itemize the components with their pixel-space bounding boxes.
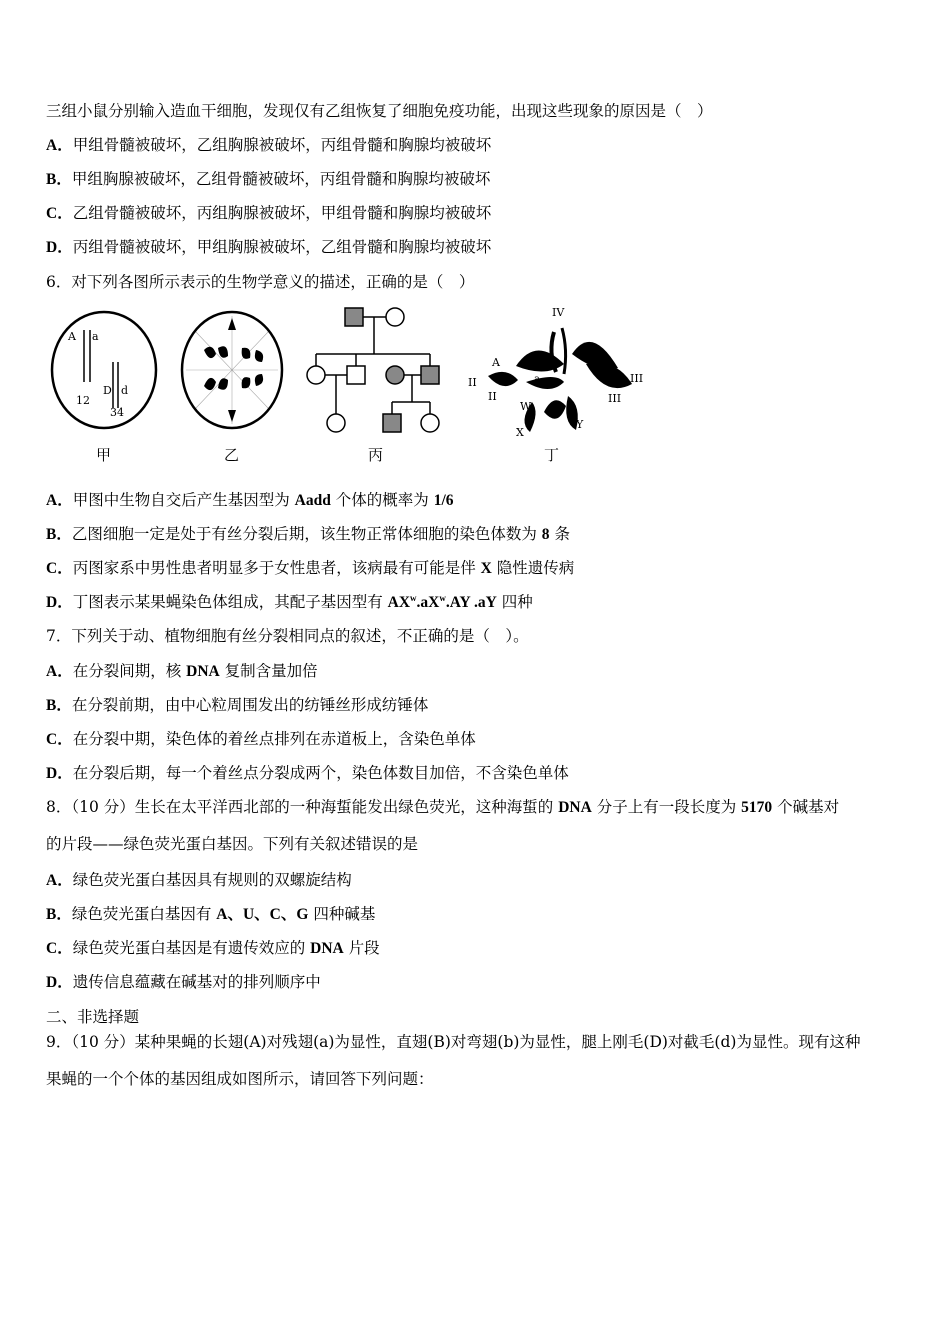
option-bold: A、U、C、G (216, 906, 309, 923)
figure-label-ding: 丁 (544, 446, 560, 464)
fig-jia-d: d (121, 384, 129, 397)
q5-option-d[interactable] (46, 237, 491, 258)
fig-jia-12: 12 (76, 394, 90, 407)
option-text: 在分裂后期，每一个着丝点分裂成两个，染色体数目加倍，不含染色单体 (72, 764, 569, 782)
option-label: B． (46, 526, 72, 543)
question-number: 9． (46, 1033, 72, 1051)
option-text: 遗传信息蕴藏在碱基对的排列顺序中 (72, 973, 321, 991)
q8-option-c[interactable] (46, 938, 380, 959)
option-text-2: 个体的概率为 (330, 491, 434, 509)
fig-jia-D: D (103, 384, 112, 397)
option-bold: Aadd (294, 492, 331, 509)
option-label: B． (46, 171, 72, 188)
option-label: D． (46, 239, 73, 256)
genotype-1-sup: w (410, 593, 417, 603)
q7-stem (46, 626, 529, 646)
genotype-1: AX (387, 594, 411, 611)
option-label: D． (46, 594, 73, 611)
question-bold-1: DNA (558, 799, 592, 816)
q5-option-a[interactable] (46, 135, 491, 156)
option-text: 在分裂前期，由中心粒周围发出的纺锤丝形成纺锤体 (71, 696, 429, 714)
fig-jia-34: 34 (110, 406, 124, 419)
question-number: 7． (46, 627, 72, 645)
q8-stem-line2: 的片段——绿色荧光蛋白基因。下列有关叙述错误的是 (46, 835, 419, 853)
option-text: 甲组骨髓被破坏，乙组胸腺被破坏，丙组骨髓和胸腺均被破坏 (72, 136, 492, 154)
q8-stem-line1 (46, 797, 839, 818)
option-text: 绿色荧光蛋白基因有 (71, 905, 217, 923)
figure-yi-cell (182, 312, 282, 428)
option-text-2: 四种 (496, 593, 533, 611)
question-text: 对下列各图所示表示的生物学意义的描述，正确的是（ ） (71, 273, 475, 291)
fig-ding-Y: Y (576, 418, 584, 431)
fig-jia-a: a (92, 330, 99, 343)
option-bold-2: 1/6 (433, 492, 454, 509)
fig-ding-a: a (534, 374, 540, 385)
q6-option-b[interactable] (46, 524, 570, 545)
fig-ding-W: W (520, 400, 532, 413)
option-label: C． (46, 560, 73, 577)
option-text: 甲组胸腺被破坏，乙组骨髓被破坏，丙组骨髓和胸腺均被破坏 (71, 170, 491, 188)
fig-ding-A: A (492, 356, 500, 369)
option-label: B． (46, 697, 72, 714)
q7-option-b[interactable] (46, 695, 428, 716)
q8-option-a[interactable] (46, 870, 352, 891)
option-bold: DNA (186, 663, 220, 680)
figure-label-bing: 丙 (368, 446, 384, 464)
option-label: C． (46, 731, 73, 748)
q7-option-c[interactable] (46, 729, 476, 750)
option-label: A． (46, 492, 73, 509)
option-text: 绿色荧光蛋白基因具有规则的双螺旋结构 (72, 871, 352, 889)
option-text-2: 片段 (343, 939, 380, 957)
figure-jia-cell (52, 312, 156, 428)
option-text: 绿色荧光蛋白基因是有遗传效应的 (72, 939, 311, 957)
option-label: A． (46, 663, 73, 680)
q9-stem-line2: 果蝇的一个个体的基因组成如图所示，请回答下列问题： (46, 1070, 434, 1088)
option-label: A． (46, 872, 73, 889)
option-bold: 8 (541, 526, 550, 543)
q8-option-b[interactable] (46, 904, 375, 925)
option-text-2: 隐性遗传病 (491, 559, 575, 577)
genotype-2: .aX (416, 594, 440, 611)
genotype-2-sup: w (439, 593, 446, 603)
q8-option-d[interactable] (46, 972, 321, 993)
q7-option-a[interactable] (46, 661, 318, 682)
question-number: 8． (46, 798, 72, 816)
question-text-3: 个碱基对 (772, 798, 840, 816)
question-text-2: 分子上有一段长度为 (591, 798, 742, 816)
option-bold: X (480, 560, 492, 577)
option-text-2: 条 (549, 525, 570, 543)
genotype-3: .AY .aY (445, 594, 497, 611)
q6-stem (46, 272, 474, 292)
question-bold-2: 5170 (741, 799, 773, 816)
option-label: B． (46, 906, 72, 923)
option-text-2: 复制含量加倍 (219, 662, 318, 680)
option-text: 乙组骨髓被破坏，丙组胸腺被破坏，甲组骨髓和胸腺均被破坏 (72, 204, 492, 222)
question-text: 某种果蝇的长翅(A)对残翅(a)为显性，直翅(B)对弯翅(b)为显性，腿上刚毛(D)对截毛(d)为显性。现有这种 (134, 1033, 861, 1051)
q5-option-b[interactable] (46, 169, 490, 190)
question-text: 下列关于动、植物细胞有丝分裂相同点的叙述，不正确的是（ ）。 (71, 627, 529, 645)
q6-figures (46, 302, 646, 472)
question-score: （10 分） (71, 798, 135, 816)
q7-option-d[interactable] (46, 763, 569, 784)
option-text: 乙图细胞一定是处于有丝分裂后期，该生物正常体细胞的染色体数为 (71, 525, 542, 543)
option-text: 在分裂中期，染色体的着丝点排列在赤道板上，含染色单体 (72, 730, 476, 748)
fig-jia-A: A (68, 330, 76, 343)
option-text: 在分裂间期，核 (72, 662, 187, 680)
figure-label-yi: 乙 (224, 446, 240, 464)
section-title: 二、非选择题 (46, 1008, 140, 1026)
figure-ding-chromosomes (468, 306, 643, 439)
question-score: （10 分） (71, 1033, 135, 1051)
fig-ding-X: X (516, 426, 524, 439)
fig-ding-II-2: II (488, 390, 497, 403)
figure-bing-pedigree (307, 308, 439, 432)
q6-option-c[interactable] (46, 558, 574, 579)
q5-option-c[interactable] (46, 203, 491, 224)
option-label: D． (46, 765, 73, 782)
option-label: C． (46, 940, 73, 957)
fig-ding-II-1: II (468, 376, 477, 389)
option-label: A． (46, 137, 73, 154)
option-text: 丙组骨髓被破坏，甲组胸腺被破坏，乙组骨髓和胸腺均被破坏 (72, 238, 492, 256)
q6-option-a[interactable] (46, 490, 454, 511)
option-text: 丙图家系中男性患者明显多于女性患者，该病最有可能是伴 (72, 559, 481, 577)
option-label: D． (46, 974, 73, 991)
fig-ding-IV: IV (552, 306, 565, 319)
question-number: 6． (46, 273, 72, 291)
q9-stem-line1 (46, 1032, 860, 1052)
option-bold: DNA (310, 940, 344, 957)
q6-option-d[interactable] (46, 592, 533, 613)
option-label: C． (46, 205, 73, 222)
question-text: 生长在太平洋西北部的一种海蜇能发出绿色荧光，这种海蜇的 (134, 798, 559, 816)
option-text: 丁图表示某果蝇染色体组成，其配子基因型有 (72, 593, 388, 611)
option-text: 甲图中生物自交后产生基因型为 (72, 491, 295, 509)
figure-label-jia: 甲 (96, 446, 112, 464)
option-text-2: 四种碱基 (308, 905, 376, 923)
fig-ding-III-2: III (608, 392, 622, 405)
q5-stem-tail: 三组小鼠分别输入造血干细胞，发现仅有乙组恢复了细胞免疫功能，出现这些现象的原因是（ ） (46, 102, 713, 120)
fig-ding-III-1: III (630, 372, 644, 385)
